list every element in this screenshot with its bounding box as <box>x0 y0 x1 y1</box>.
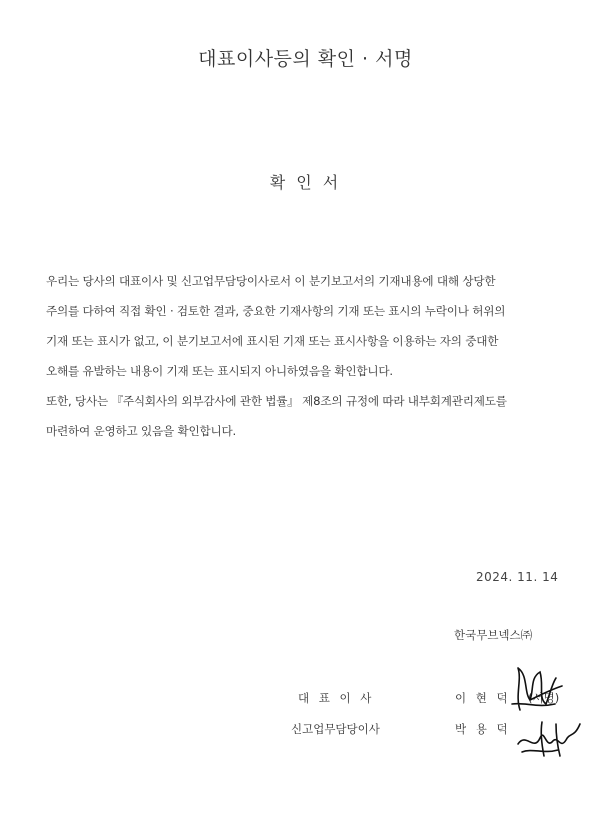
company-name: 한국무브넥스㈜ <box>454 628 533 642</box>
document-body <box>46 266 566 446</box>
document-subtitle: 확 인 서 <box>269 173 342 192</box>
ceo-signature-image <box>500 660 570 720</box>
ceo-seal-text: (서명) <box>528 691 560 705</box>
reporting-director-signature-image <box>512 712 584 762</box>
body-line: 또한, 당사는 『주식회사의 외부감사에 관한 법률』 제8조의 규정에 따라 내부회계관리제도를 <box>46 394 507 408</box>
document-title: 대표이사등의 확인 · 서명 <box>198 48 413 70</box>
body-line: 오해를 유발하는 내용이 기재 또는 표시되지 아니하였음을 확인합니다. <box>46 364 393 378</box>
body-line: 주의를 다하여 직접 확인 · 검토한 결과, 중요한 기재사항의 기재 또는 표시의 누락이나 허위의 <box>46 304 506 318</box>
body-line: 마련하여 운영하고 있음을 확인합니다. <box>46 424 236 438</box>
reporting-director-role-label: 신고업무담당이사 <box>291 722 380 736</box>
reporting-director-name: 박 용 덕 <box>455 722 511 736</box>
ceo-name: 이 현 덕 <box>455 691 511 705</box>
body-line: 기재 또는 표시가 없고, 이 분기보고서에 표시된 기재 또는 표시사항을 이용하는 자의 중대한 <box>46 334 499 348</box>
body-line: 우리는 당사의 대표이사 및 신고업무담당이사로서 이 분기보고서의 기재내용에 대해 상당한 <box>46 274 496 288</box>
document-date: 2024. 11. 14 <box>476 570 559 584</box>
ceo-role-label: 대 표 이 사 <box>298 691 375 705</box>
